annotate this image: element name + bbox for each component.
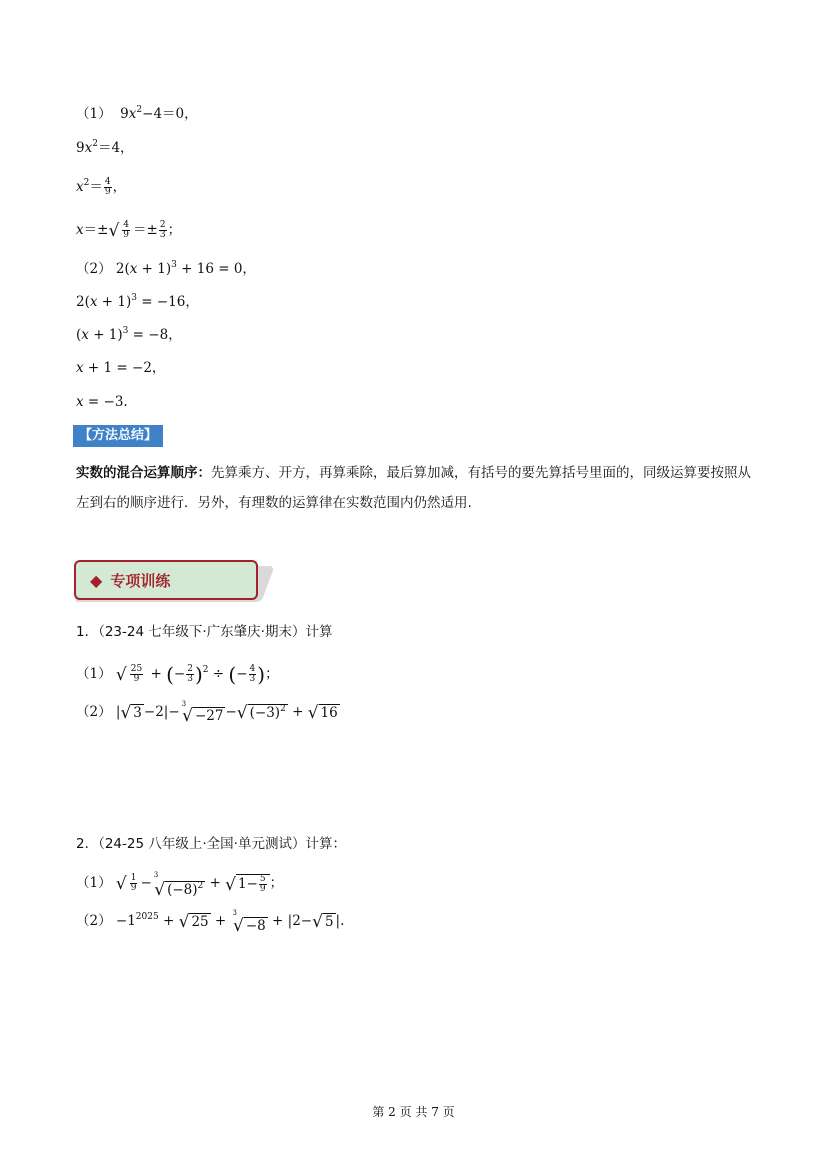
solution-line-7 [76, 325, 182, 345]
comma: ， [112, 179, 127, 195]
part-label: （1） [76, 875, 112, 891]
summary-lead: 实数的混合运算顺序： [76, 465, 211, 481]
comma: ， [184, 106, 198, 122]
period: . [340, 913, 345, 929]
exercise-1-header [76, 622, 332, 642]
diamond-icon: ◆ [90, 570, 103, 590]
exercise-source: （24-25 八年级上·全国·单元测试）计算： [98, 836, 346, 852]
exercise-1-part-1 [76, 658, 279, 690]
section-title: 专项训练 [110, 571, 171, 590]
section-banner [74, 560, 272, 604]
equation: $9x^2=4$ [76, 139, 121, 156]
exercise-2-part-2 [76, 908, 344, 935]
semicolon: ； [269, 875, 284, 891]
exercise-2-header [76, 834, 346, 854]
solution-line-2 [76, 138, 134, 158]
exercise-number: 1． [76, 624, 99, 640]
solution-line-8 [76, 358, 165, 378]
comma: ， [120, 140, 134, 156]
expression: √ $\frac{25}{9}$ + (− $\frac{2}{3}$ )$^2$ ÷ (− $\frac{4}{3}$ ) [115, 662, 266, 687]
solution-line-5 [76, 259, 256, 279]
period: . [123, 394, 128, 410]
expression: √ $\frac{1}{9}$ − 3 √ $(-8)^2$ + √ 1− $\frac{5}{9}$ [116, 875, 270, 891]
solution-line-3 [76, 172, 126, 202]
equation: $(x + 1)^3 = -8$ [76, 326, 169, 343]
exercise-source: （23-24 七年级下·广东肇庆·期末）计算 [98, 624, 333, 640]
banner-box [74, 560, 258, 600]
exercise-2-part-1 [76, 868, 283, 899]
part-label: （1） [76, 106, 112, 122]
page-footer: 第 2 页 共 7 页 [372, 1105, 455, 1119]
method-summary-text [76, 458, 752, 518]
part-label: （2） [76, 913, 112, 929]
expression: $-1^{2025}$ + √ 25 + 3 √ −8 + |2− √ 5 | [115, 908, 341, 936]
part-label: （2） [76, 704, 112, 720]
solution-line-6 [76, 292, 199, 312]
semicolon: ； [167, 222, 182, 238]
comma: ， [151, 360, 166, 376]
exercise-number: 2． [76, 836, 99, 852]
equation: x + 1 = −2 [76, 360, 152, 376]
semicolon: ； [265, 666, 279, 682]
part-label: （1） [76, 666, 112, 682]
solution-line-9 [76, 392, 128, 412]
equation: $9x^2-4=0$ [115, 105, 185, 122]
comma: ， [168, 327, 182, 343]
method-summary-tag: 【方法总结】 [73, 425, 163, 447]
solution-line-4 [76, 215, 181, 245]
expression: | √ 3 −2|− 3 √ −27 − √ $(-3)^2$ + √ 16 [115, 699, 338, 726]
comma: ， [185, 294, 199, 310]
equation: x＝± √ $\frac{4}{9}$ ＝± $\frac{2}{3}$ [76, 220, 166, 241]
solution-line-1 [76, 104, 198, 124]
equation: $2(x + 1)^3 + 16 = 0$ [115, 260, 243, 277]
exercise-1-part-2 [76, 700, 340, 725]
equation: x = −3 [76, 394, 124, 410]
comma: ， [242, 261, 256, 277]
equation: $x^2=$ $\frac{4}{9}$ [76, 177, 111, 197]
part-label: （2） [76, 261, 112, 277]
summary-body: 先算乘方、开方，再算乘除，最后算加减，有括号的要先算括号里面的，同级运算要按照从左到右的顺序进行．另外，有理数的运算律在实数范围内仍然适用. [76, 465, 751, 511]
equation: $2(x + 1)^3 = -16$ [76, 293, 186, 310]
